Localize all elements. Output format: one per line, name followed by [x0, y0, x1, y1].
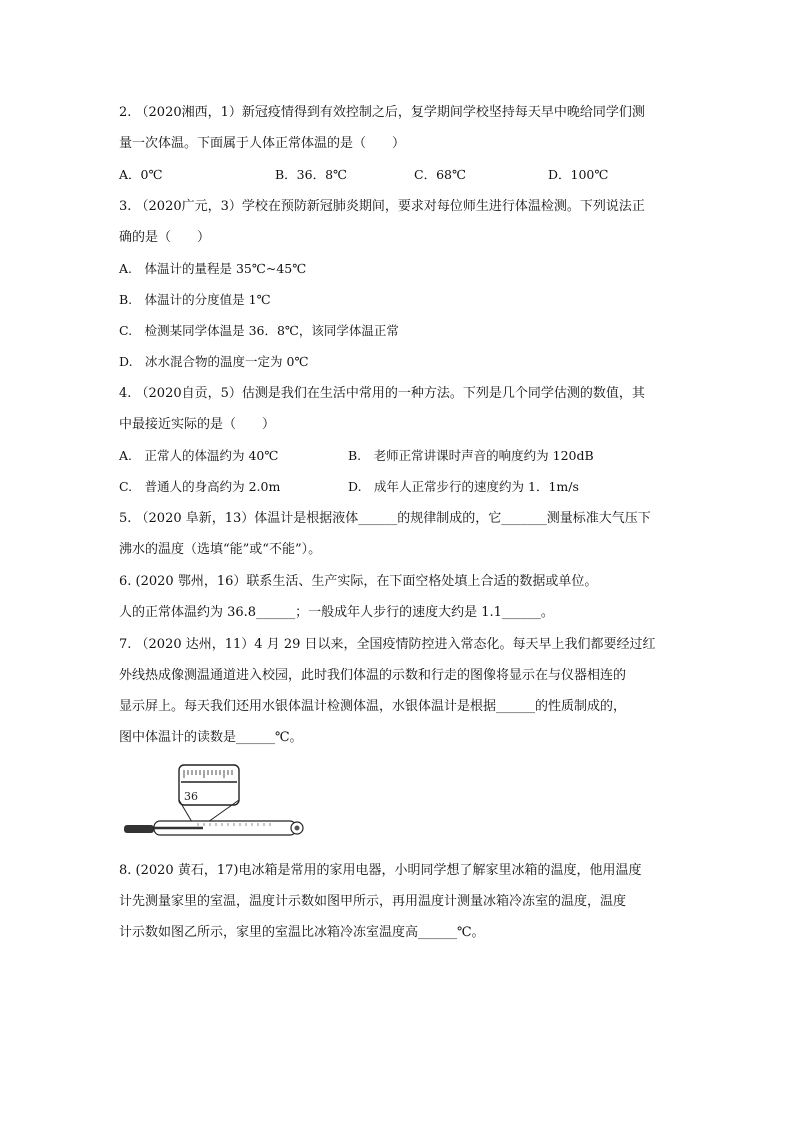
inset-reading-label: 36: [184, 790, 198, 803]
q3-option-d: D. 冰水混合物的温度一定为 0℃: [119, 354, 309, 369]
q2-option-b: B．36．8℃: [275, 167, 348, 182]
q2-line1: 2. （2020湘西，1）新冠疫情得到有效控制之后，复学期间学校坚持每天早中晚给同学们测: [119, 105, 645, 120]
q5-line2: 沸水的温度（选填“能”或“不能”）。: [119, 542, 322, 557]
q4-option-b: B. 老师正常讲课时声音的响度约为 120dB: [348, 448, 594, 463]
q8-line1: 8. (2020 黄石，17)电冰箱是常用的家用电器，小明同学想了解家里冰箱的温度，他用温度: [119, 863, 642, 878]
q2-option-a: A．0℃: [119, 167, 163, 182]
q6-line2: 人的正常体温约为 36.8______；一般成年人步行的速度大约是 1.1______。: [119, 605, 554, 620]
q4-option-c: C. 普通人的身高约为 2.0m: [119, 479, 281, 494]
thermometer-figure: [118, 762, 310, 842]
q5-line1: 5. （2020 阜新，13）体温计是根据液体______的规律制成的，它_______测量标准大气压下: [119, 511, 651, 526]
q3-option-b: B. 体温计的分度值是 1℃: [119, 292, 271, 307]
q7-line2: 外线热成像测温通道进入校园，此时我们体温的示数和行走的图像将显示在与仪器相连的: [119, 668, 627, 683]
q4-option-a: A. 正常人的体温约为 40℃: [119, 448, 279, 463]
q8-line3: 计示数如图乙所示，家里的室温比冰箱冷冻室温度高______℃。: [119, 925, 485, 940]
q4-line1: 4. （2020自贡，5）估测是我们在生活中常用的一种方法。下列是几个同学估测的数值，其: [119, 386, 645, 401]
q2-option-c: C．68℃: [414, 167, 466, 182]
q2-line2: 量一次体温。下面属于人体正常体温的是（ ）: [119, 136, 406, 151]
thermometer-illustration: [118, 762, 310, 842]
q7-line3: 显示屏上。每天我们还用水银体温计检测体温，水银体温计是根据______的性质制成的，: [119, 699, 627, 714]
q6-line1: 6. (2020 鄂州，16）联系生活、生产实际，在下面空格处填上合适的数据或单位。: [119, 574, 598, 589]
q4-option-d: D. 成年人正常步行的速度约为 1．1m/s: [348, 479, 579, 494]
q3-line2: 确的是（ ）: [119, 230, 211, 245]
q7-line1: 7. （2020 达州，11）4 月 29 日以来，全国疫情防控进入常态化。每天早上我们都要经过红: [119, 637, 656, 652]
q8-line2: 计先测量家里的室温，温度计示数如图甲所示，再用温度计测量冰箱冷冻室的温度，温度: [119, 894, 627, 909]
q3-option-a: A. 体温计的量程是 35℃~45℃: [119, 261, 307, 276]
q3-option-c: C. 检测某同学体温是 36．8℃，该同学体温正常: [119, 323, 399, 338]
q2-option-d: D．100℃: [548, 167, 609, 182]
q3-line1: 3. （2020广元，3）学校在预防新冠肺炎期间，要求对每位师生进行体温检测。下列说法正: [119, 199, 645, 214]
q7-line4: 图中体温计的读数是______℃。: [119, 730, 303, 745]
q4-line2: 中最接近实际的是（ ）: [119, 417, 276, 432]
